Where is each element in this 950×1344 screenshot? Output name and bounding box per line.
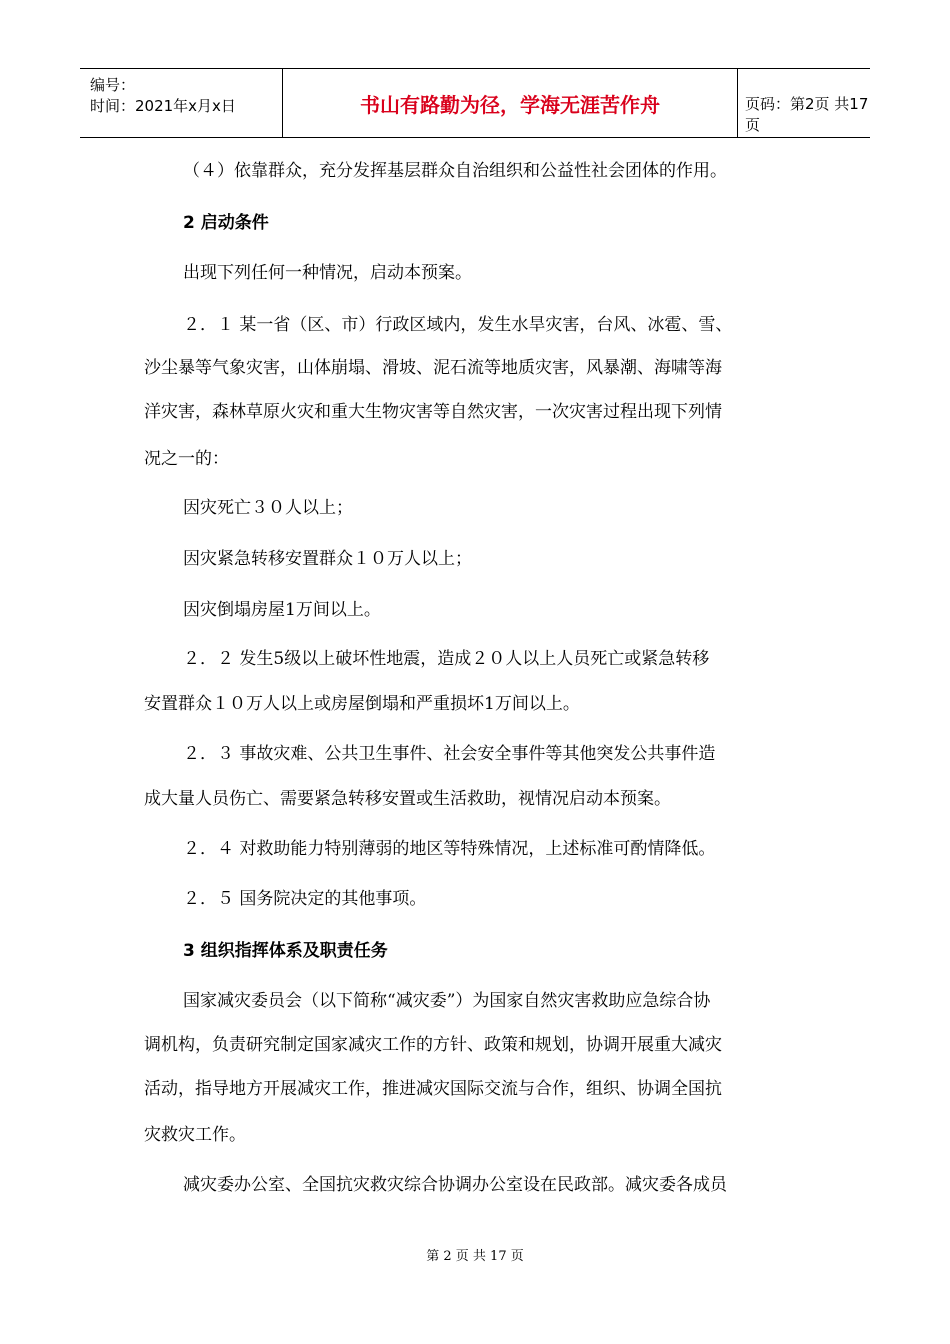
header-info-cell [80, 69, 282, 137]
paragraph-line: 活动，指导地方开展减灾工作，推进减灾国际交流与合作，组织、协调全国抗 [144, 1079, 722, 1099]
paragraph-line: 因灾紧急转移安置群众１０万人以上； [183, 549, 472, 569]
paragraph-line: 减灾委办公室、全国抗灾救灾综合协调办公室设在民政部。减灾委各成员 [183, 1175, 727, 1195]
section-heading: 3 组织指挥体系及职责任务 [183, 941, 388, 961]
paragraph-line: 沙尘暴等气象灾害，山体崩塌、滑坡、泥石流等地质灾害，风暴潮、海啸等海 [144, 358, 722, 378]
paragraph-line: ２．４ 对救助能力特别薄弱的地区等特殊情况，上述标准可酌情降低。 [183, 839, 716, 859]
paragraph-line: ２．５ 国务院决定的其他事项。 [183, 889, 427, 909]
paragraph-line: 况之一的： [144, 449, 229, 469]
header-page-cell [737, 69, 870, 137]
header-table [80, 68, 870, 138]
paragraph-line: 灾救灾工作。 [144, 1125, 246, 1145]
number-label: 编号： [90, 76, 136, 94]
paragraph-line: 国家减灾委员会（以下简称“减灾委”）为国家自然灾害救助应急综合协 [183, 991, 711, 1011]
date-label: 时间：2021年x月x日 [90, 97, 236, 115]
section-heading: 2 启动条件 [183, 213, 269, 233]
paragraph-line: （４）依靠群众，充分发挥基层群众自治组织和公益性社会团体的作用。 [183, 161, 727, 181]
paragraph-line: 因灾死亡３０人以上； [183, 498, 353, 518]
page-label: 页码：第2页 共17页 [745, 95, 869, 134]
motto: 书山有路勤为径，学海无涯苦作舟 [360, 93, 660, 117]
paragraph-line: 出现下列任何一种情况，启动本预案。 [183, 263, 472, 283]
paragraph-line: 安置群众１０万人以上或房屋倒塌和严重损坏1万间以上。 [144, 694, 580, 714]
paragraph-line: 洋灾害，森林草原火灾和重大生物灾害等自然灾害，一次灾害过程出现下列情 [144, 402, 722, 422]
paragraph-line: 成大量人员伤亡、需要紧急转移安置或生活救助，视情况启动本预案。 [144, 789, 671, 809]
paragraph-line: 因灾倒塌房屋1万间以上。 [183, 600, 381, 620]
paragraph-line: 调机构，负责研究制定国家减灾工作的方针、政策和规划，协调开展重大减灾 [144, 1035, 722, 1055]
paragraph-line: ２．２ 发生5级以上破坏性地震，造成２０人以上人员死亡或紧急转移 [183, 649, 710, 669]
paragraph-line: ２．１ 某一省（区、市）行政区域内，发生水旱灾害，台风、冰雹、雪、 [183, 315, 733, 335]
paragraph-line: ２．３ 事故灾难、公共卫生事件、社会安全事件等其他突发公共事件造 [183, 744, 716, 764]
header-motto-cell [282, 69, 738, 137]
page-footer: 第 2 页 共 17 页 [426, 1249, 524, 1264]
